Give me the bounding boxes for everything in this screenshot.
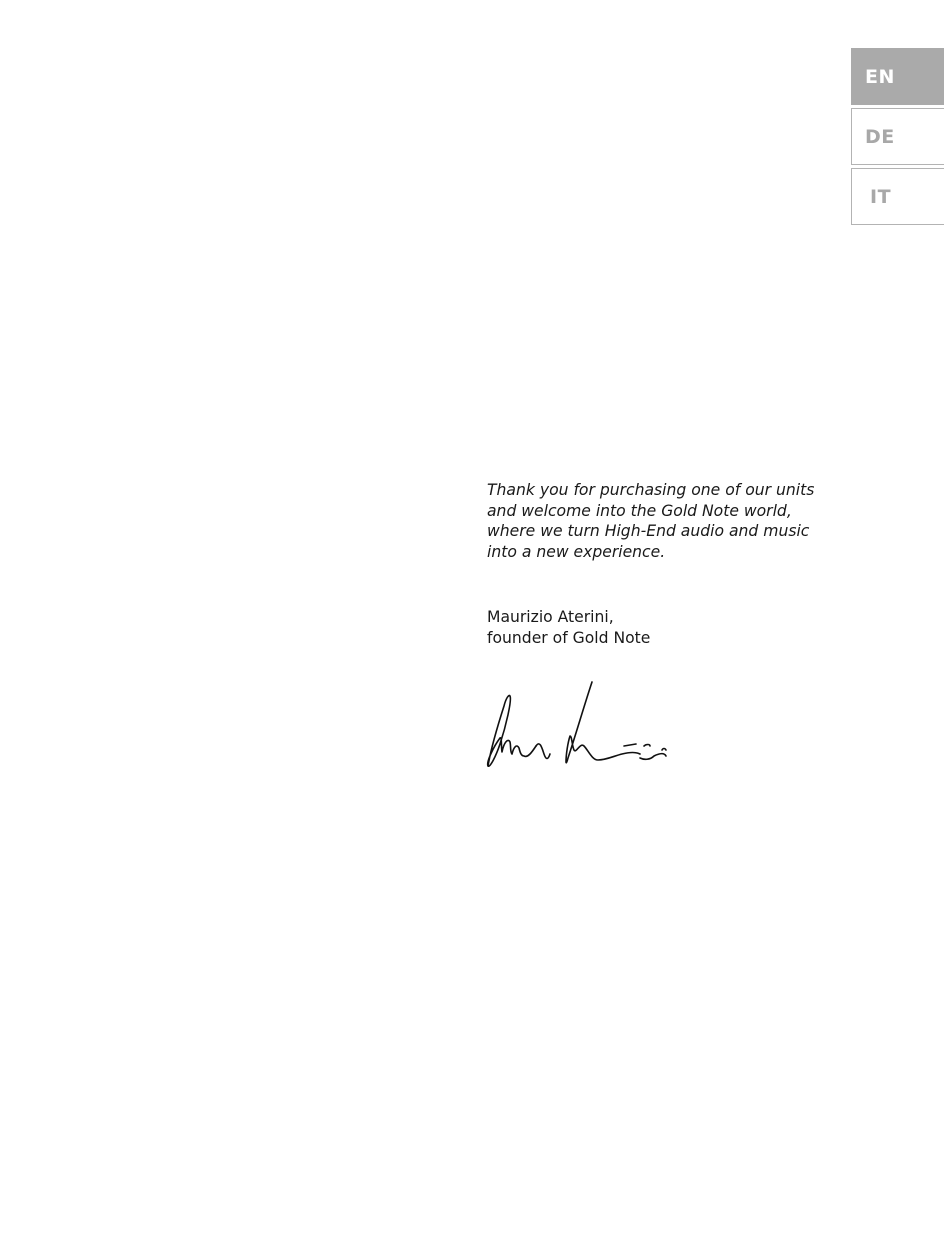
author-name: Maurizio Aterini, <box>487 608 614 626</box>
author-role: founder of Gold Note <box>487 629 651 647</box>
welcome-message <box>487 480 827 562</box>
language-tabs <box>851 48 944 228</box>
welcome-line: and welcome into the Gold Note world, <box>487 501 792 520</box>
language-tab-de[interactable]: DE <box>851 108 944 165</box>
signature-image <box>484 676 674 776</box>
author-block <box>487 607 827 649</box>
language-tab-en[interactable]: EN <box>851 48 944 105</box>
welcome-line: Thank you for purchasing one of our units <box>487 481 815 499</box>
welcome-letter <box>487 480 827 649</box>
welcome-line: into a new experience. <box>487 542 666 561</box>
welcome-line: where we turn High-End audio and music <box>487 522 810 540</box>
language-tab-it[interactable]: IT <box>851 168 944 225</box>
